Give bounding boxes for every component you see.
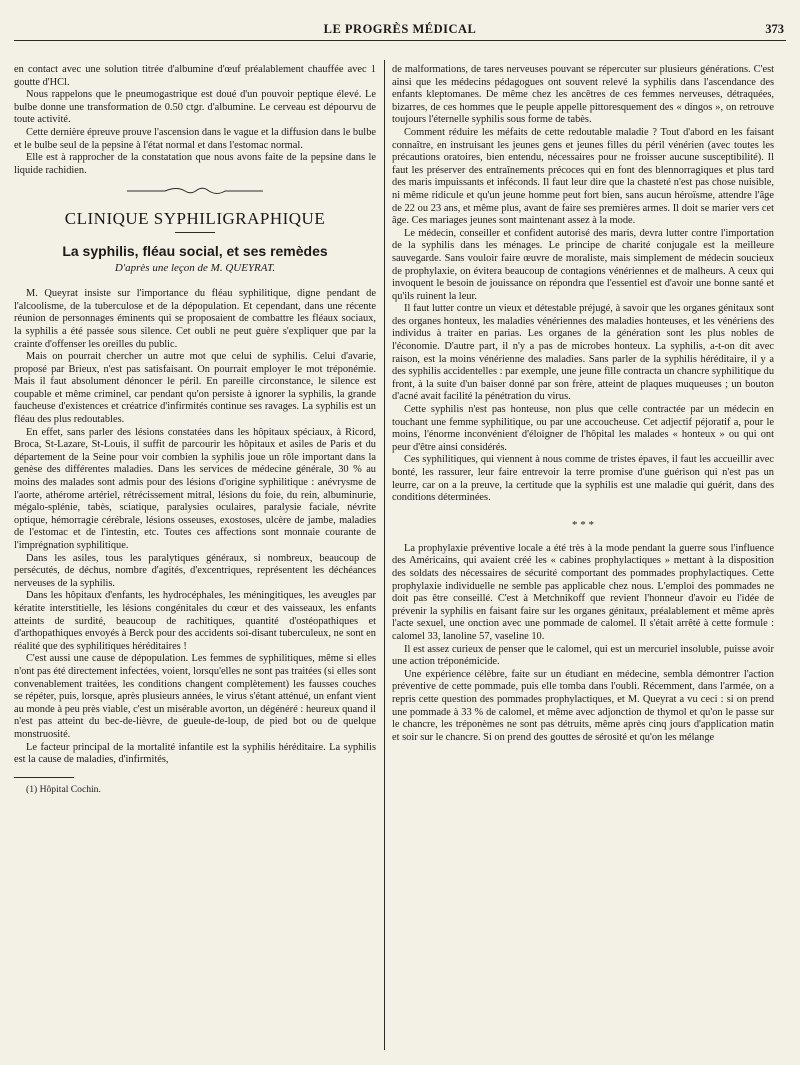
- paragraph: Dans les hôpitaux d'enfants, les hydrocéphales, les méningitiques, les aveugles par kératite interstitielle, les lésions congénitales du cœur et des vaisseaux, les enfants atteints de surdité, beaucoup de rachitiques, quantité d'ostéopathiques et d'arthopathiques envoyés à Berck pour des accidents soi-disant tuberculeux, ne sont en réalité que des syphilitiques héréditaires !: [14, 590, 376, 652]
- paragraph: Elle est à rapprocher de la constatation que nous avons faite de la pepsine dans le liquide rachidien.: [14, 152, 376, 176]
- paragraph: en contact avec une solution titrée d'albumine d'œuf préalablement chauffée avec 1 goutte d'HCl.: [14, 64, 376, 88]
- paragraph: La prophylaxie préventive locale a été très à la mode pendant la guerre sous l'influence des Américains, qui avaient créé les « cabines prophylactiques » mettant à la disposition des soldats des nécessaires de sécurité comportant des pommades prophylactiques. Cette prophylaxie individuelle ne semble pas applicable chez nous. L'emploi des pommades ne doit pas être conseillé. C'est à Metchnikoff que revient l'honneur d'avoir eu l'idée de prévenir la syphilis en faisant faire sur les organes génitaux, préalablement et même après l'acte sexuel, une onction avec une pommade de calomel. Il s'était arrêté à cette formule : calomel 33, lanoline 57, vaseline 10.: [392, 542, 774, 642]
- section-title: CLINIQUE SYPHILIGRAPHIQUE: [64, 209, 326, 229]
- section-rule: [175, 232, 215, 233]
- right-column: [392, 64, 774, 744]
- journal-title: LE PROGRÈS MÉDICAL: [323, 22, 477, 36]
- paragraph: Il faut lutter contre un vieux et détestable préjugé, à savoir que les organes génitaux sont des organes honteux, les maladies vénériennes des maladies honteuses, et les vénériens des individus à traiter en parias. Les organes de la génération sont les plus nobles de l'économie. D'autre part, il n'y a pas de microbes honteux. La syphilis, a-t-on dit avec raison, est la moins vénérienne des maladies. Sans parler de la syphilis héréditaire, il y a des syphilis accidentelles : par exemple, une jeune fille contracta un chancre syphilitique du front, à la suite d'un baiser donné par son frère, atteint de plaques muqueuses ; un bouton d'acné avait facilité la pénétration du virus.: [392, 303, 775, 403]
- paragraph: Le facteur principal de la mortalité infantile est la syphilis héréditaire. La syphilis est la cause de maladies, d'infirmités,: [14, 741, 376, 766]
- paragraph: Cette dernière épreuve prouve l'ascension dans le vague et la diffusion dans le bulbe et le bulbe seul de la pepsine à l'état normal et dans l'estomac normal.: [14, 126, 376, 151]
- paragraph: Il est assez curieux de penser que le calomel, qui est un mercuriel insoluble, puisse avoir une action tréponémicide.: [392, 643, 774, 668]
- paragraph: En effet, sans parler des lésions constatées dans les hôpitaux spéciaux, à Ricord, Broca, St-Lazare, St-Louis, il suffit de parcourir les hôpitaux et asiles de Paris et du département de la Seine pour voir combien la syphilis joue un rôle important dans la genèse des différentes maladies. Dans les services de médecine générale, 30 % au moins des malades sont admis pour des lésions d'origine syphilitique : anévrysme de l'aorte, athérome artériel, rétrécissement mitral, lésions du foie, du rein, albuminurie, mégalo-splénie, tabès, sciatique, paralysies oculaires, paralysie faciale, névrite optique, hémorragie cérébrale, lésions osseuses, exostoses, ulcère de jambe, maladies de l'estomac et de l'intestin, etc. Toutes ces affections sont monnaie courante de l'imprégnation syphilitique.: [14, 426, 376, 551]
- paragraph: Une expérience célèbre, faite sur un étudiant en médecine, sembla démontrer l'action préventive de cette pommade, puis elle tomba dans l'oubli. Récemment, dans l'armée, on a repris cette question des pommades prophylactiques, et M. Queyrat a vu ceci : si on prend une pommade à 33 % de calomel, et même avec adjonction de thymol et qu'on le passe sur le chancre, les tréponèmes ne sont pas détruits, même après cinq jours d'application matin et soir sur le chancre. Si on prend des gouttes de sérosité et qu'on les mélange: [392, 668, 774, 743]
- paragraph: Cette syphilis n'est pas honteuse, non plus que celle contractée par un médecin en touchant une femme syphilitique, ou par une accoucheuse. Cet adjectif péjoratif a, pour le moins, l'énorme inconvénient d'éloigner de l'hôpital les malades « honteux » ou qui ont peur d'être ainsi considérés.: [392, 404, 774, 453]
- asterism-separator: * * *: [572, 518, 594, 531]
- paragraph: de malformations, de tares nerveuses pouvant se répercuter sur plusieurs générations. C'est ainsi que les médecins pédagogues ont souvent relevé la syphilis dans l'ascendance des enfants kleptomanes. De même chez les ancêtres de ces femmes nerveuses, détraquées, bizarres, de ces hommes que le peuple appelle pittoresquement des « dingos », on retrouve toujours l'éternelle syphilis sous forme de tabès.: [392, 64, 774, 126]
- paragraph: Ces syphilitiques, qui viennent à nous comme de tristes épaves, il faut les accueillir avec bonté, les rassurer, leur faire entrevoir la terre promise d'une guérison qui n'est pas un leurre, car on a la preuve, la certitude que la syphilis est une maladie qui guérit, dans des conditions déterminées.: [392, 454, 774, 504]
- column-divider: [384, 60, 385, 1050]
- footnote-rule: [14, 777, 74, 778]
- paragraph: Mais on pourrait chercher un autre mot que celui de syphilis. Celui d'avarie, proposé par Brieux, n'est pas satisfaisant. On pourrait employer le mot tréponémie. Mais il faut absolument dénoncer le péril. En pareille circonstance, le silence est coupable et même criminel, car pendant qu'on persiste à ignorer la syphilis, la grande faucheuse d'existences et créatrice d'infirmités continue ses ravages. La syphilis est un fléau des plus redoutables.: [14, 351, 376, 426]
- page-number: 373: [765, 22, 784, 36]
- article-title: La syphilis, fléau social, et ses remèdes: [62, 242, 328, 259]
- paragraph: Comment réduire les méfaits de cette redoutable maladie ? Tout d'abord en les faisant connaître, en instruisant les jeunes gens et jeunes filles du péril vénérien (avec toutes les précautions oratoires, bien entendu, nécessaires pour ne froisser aucune susceptibilité). Il faut les préserver des entraînements précoces qui en font des blennorragiques et plus tard des maris impuissants et inféconds. Il faut leur dire que la chasteté n'est pas chose nuisible, ni même ridicule et qu'un jeune homme peut fort bien, sans aucun héroïsme, attendre l'âge de 22 ou 23 ans, et même plus, avant de faire ses premières armes. Il doit se marier vers cet âge. Ces mariages jeunes sont maintenant assez à la mode.: [392, 126, 774, 227]
- page-header: [14, 20, 786, 41]
- article-byline: D'après une leçon de M. QUEYRAT.: [114, 261, 276, 274]
- left-column: [14, 64, 376, 796]
- ornament-flourish-icon: [125, 185, 265, 197]
- footnote: (1) Hôpital Cochin.: [26, 783, 101, 795]
- paragraph: Nous rappelons que le pneumogastrique est doué d'un pouvoir peptique élevé. Le bulbe donne une transformation de 0.50 ctgr. d'albumine. Le cerveau est dépourvu de toute activité.: [14, 89, 376, 126]
- paragraph: Le médecin, conseiller et confident autorisé des maris, devra lutter contre l'importation de la syphilis dans les ménages. Le principe de charité conjugale est la meilleure sauvegarde. Sans vouloir faire œuvre de moraliste, mais simplement de médecin soucieux de prophylaxie, on évitera beaucoup de contagions vénériennes et de malheurs. A ceux qui invoquent le besoin de jouissance on répondra que l'essentiel est d'avoir une bonne santé et qu'ils ruinent la leur.: [392, 227, 774, 302]
- paragraph: C'est aussi une cause de dépopulation. Les femmes de syphilitiques, même si elles n'ont pas été directement infectées, voient, lorsqu'elles ne sont pas traitées (si elles sont convenablement traitées, les conditions changent complètement) les fausses couches se répéter, puis, lorsque, après plusieurs années, le virus s'étant atténué, un enfant vient au monde à peu près viable, c'est un misérable avorton, un dégénéré : heureux quand il n'est pas atteint du bec-de-lièvre, de gueule-de-loup, de pied bot ou de quelque monstruosité.: [14, 653, 376, 740]
- paragraph: Dans les asiles, tous les paralytiques généraux, si nombreux, beaucoup de persécutés, de déchus, nombre d'agités, d'excentriques, représentent les déchéances nerveuses de la syphilis.: [14, 552, 376, 589]
- paragraph: M. Queyrat insiste sur l'importance du fléau syphilitique, digne pendant de l'alcoolisme, de la tuberculose et de la dépopulation. Et cependant, dans une récente réunion de personnages éminents qui se proposaient de combattre les fléaux sociaux, la syphilis a été passée sous silence. Cet oubli ne peut guère s'expliquer que par la crainte d'offenser les oreilles du public.: [14, 288, 376, 350]
- ornament-divider: [14, 185, 376, 199]
